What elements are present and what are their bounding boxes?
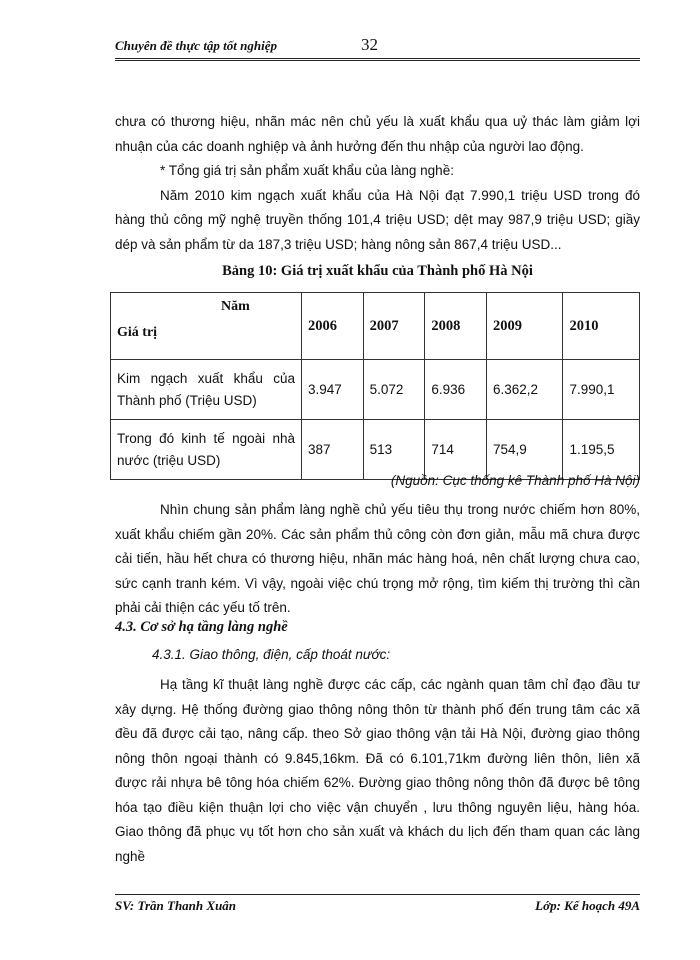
table-cell: 513 <box>363 420 425 480</box>
footer-rule <box>115 894 640 895</box>
year-header: 2007 <box>363 293 425 360</box>
table-cell: 5.072 <box>363 360 425 420</box>
table-cell: 1.195,5 <box>563 420 640 480</box>
row-label: Kim ngạch xuất khẩu của Thành phố (Triệu USD) <box>111 360 302 420</box>
table-source: (Nguồn: Cục thống kê Thành phố Hà Nội) <box>390 473 640 488</box>
paragraph-export-2010: Năm 2010 kim ngạch xuất khẩu của Hà Nội đạt 7.990,1 triệu USD trong đó hàng thủ công mỹ nghệ truyền thống 101,4 triệu USD; dệt may 987,9 triệu USD; giầy dép và sản phẩm từ da 187,3 triệu USD; hàng nông sản 867,4 triệu USD... <box>115 187 640 252</box>
table-cell: 6.362,2 <box>486 360 562 420</box>
table-row <box>111 420 640 480</box>
year-header: 2010 <box>563 293 640 360</box>
table-cell: 6.936 <box>425 360 487 420</box>
header-rule-double <box>115 60 640 61</box>
row-label: Trong đó kinh tế ngoài nhà nước (triệu USD) <box>111 420 302 480</box>
table-corner-cell <box>111 293 302 360</box>
body-mid <box>115 498 640 621</box>
table-row <box>111 360 640 420</box>
table-cell: 714 <box>425 420 487 480</box>
body-top <box>115 110 640 257</box>
paragraph-continuation: chưa có thương hiệu, nhãn mác nên chủ yếu là xuất khẩu qua uỷ thác làm giảm lợi nhuận của các doanh nghiệp và ảnh hưởng đến thu nhập của người lao động. <box>115 114 640 154</box>
page-header <box>115 35 640 58</box>
year-header: 2009 <box>486 293 562 360</box>
header-rule <box>115 58 640 59</box>
table-cell: 754,9 <box>486 420 562 480</box>
table-cell: 387 <box>302 420 364 480</box>
header-title: Chuyên đề thực tập tốt nghiệp <box>115 38 277 53</box>
corner-year-label: Năm <box>221 299 250 314</box>
footer-class: Lớp: Kế hoạch 49A <box>535 898 640 913</box>
subsection-heading: 4.3.1. Giao thông, điện, cấp thoát nước: <box>152 647 391 662</box>
table-header-row <box>111 293 640 360</box>
table-cell: 3.947 <box>302 360 364 420</box>
year-header: 2006 <box>302 293 364 360</box>
body-bottom <box>115 673 640 869</box>
year-header: 2008 <box>425 293 487 360</box>
table-cell: 7.990,1 <box>563 360 640 420</box>
corner-value-label: Giá trị <box>117 325 158 340</box>
export-value-table <box>110 292 640 480</box>
paragraph-export-heading: * Tổng giá trị sản phẩm xuất khẩu của làng nghề: <box>160 163 454 178</box>
footer-student: SV: Trần Thanh Xuân <box>115 898 237 913</box>
paragraph-infrastructure: Hạ tầng kĩ thuật làng nghề được các cấp, các ngành quan tâm chỉ đạo đầu tư xây dựng. Hệ thống đường giao thông nông thôn từ thành phố đến trung tâm các xã đều đã được cải tạo, nâng cấp. theo Sở giao thông vận tải Hà Nội, đường giao thông nông thôn ngoại thành có 9.845,16km. Đã có 6.101,71km đường liên thôn, liên xã được rải nhựa bê tông hóa chiếm 62%. Đường giao thông nông thôn đã được bê tông hóa tạo điều kiện thuận lợi cho việc vận chuyển , lưu thông nguyên liệu, hàng hóa. Giao thông đã phục vụ tốt hơn cho sản xuất và khách du lịch đến tham quan các làng nghề <box>115 677 640 864</box>
table-title: Bảng 10: Giá trị xuất khẩu của Thành phố Hà Nội <box>222 263 533 279</box>
section-heading: 4.3. Cơ sở hạ tầng làng nghề <box>115 619 288 635</box>
page-number: 32 <box>361 35 378 54</box>
paragraph-summary: Nhìn chung sản phẩm làng nghề chủ yếu tiêu thụ trong nước chiếm hơn 80%, xuất khẩu chiếm gần 20%. Các sản phẩm thủ công còn đơn giản, mẫu mã chưa được cải tiến, hầu hết chưa có thương hiệu, nhãn mác hàng hoá, nên chất lượng chưa cao, sức cạnh tranh kém. Vì vậy, ngoài việc chú trọng mở rộng, tìm kiếm thị trường thì cần phải cải thiện các yếu tố trên. <box>115 502 640 615</box>
